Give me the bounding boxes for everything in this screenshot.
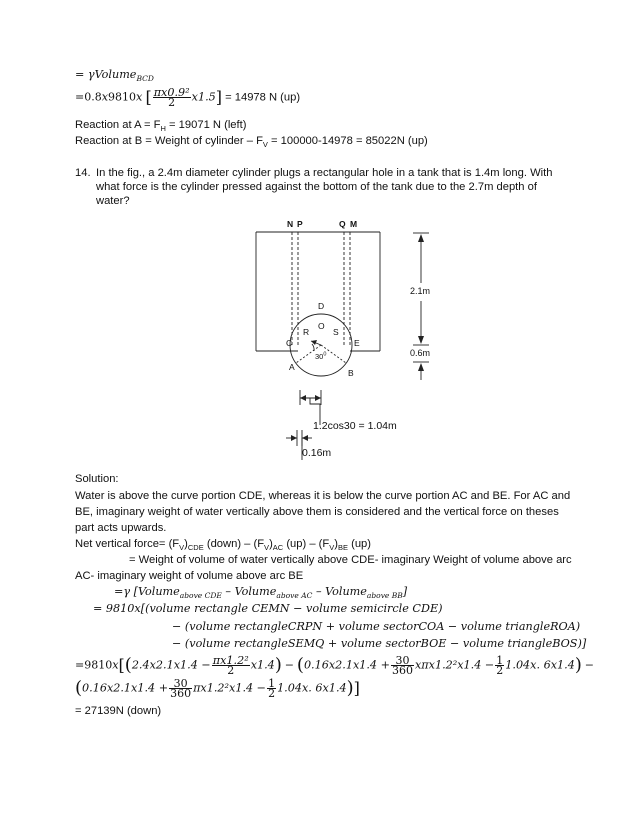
- equation-line-c: − (volume rectangleSEMQ + volume sectorBOE − volume triangleBOS)]: [172, 637, 587, 650]
- eq5-d: 0.16x2.1x1.4 +: [303, 658, 390, 672]
- net-mid2: (down) – (F: [203, 538, 265, 550]
- label-d: D: [318, 301, 325, 311]
- eq6-a: 0.16x2.1x1.4 +: [82, 681, 169, 695]
- reaction-b-sub: V: [262, 140, 268, 150]
- eq6-frac2-den: 2: [268, 687, 276, 700]
- eq6-bracket-close: ]: [353, 678, 360, 698]
- eq6-frac-num: 30: [169, 679, 192, 689]
- equation-gamma: [114, 585, 407, 599]
- reaction-a-post: = 19071 N (left): [165, 119, 247, 131]
- eq1-post: ]: [402, 585, 408, 598]
- bracket-close: ]: [215, 87, 223, 107]
- net-sub3: V: [329, 543, 335, 553]
- eq6-paren-close: ): [346, 677, 354, 699]
- eq6-paren-open: (: [75, 677, 83, 699]
- eq2-x2: x: [136, 90, 143, 104]
- arrow-top-down: [418, 336, 424, 344]
- label-p: P: [297, 219, 303, 229]
- weight-line: = Weight of volume of water vertically above CDE- imaginary Weight of volume above arc: [129, 554, 572, 566]
- eq2-result: = 14978 N (up): [225, 91, 301, 104]
- question-text: In the fig., a 2.4m diameter cylinder plugs a rectangular hole in a tank that is 1.4m long. With what force is the cylinder pressed against the bottom of the tank due to the 2.7m depth of water?: [96, 167, 553, 207]
- label-n: N: [287, 219, 294, 229]
- eq5-e: xπx1.2²x1.4 −: [414, 658, 495, 672]
- eq5-x: x: [112, 658, 119, 672]
- label-angle: [315, 352, 326, 361]
- label-s: S: [333, 327, 339, 337]
- eq5-frac3: [495, 656, 504, 675]
- eq5-frac2-den: 360: [391, 664, 413, 677]
- eq5-paren2-close: ): [574, 654, 582, 676]
- equation-numeric-1: =9810x[(2.4x2.1x1.4 − $\frac{\text{πx1.2²}}{2}$ x1.4) − (0.16x2.1x1.4 + $\frac{30}{360}$ xπx1.2²x1.4 − $\frac{1}{2}$ 1.04x. 6x1.4) −: [75, 654, 594, 677]
- eq5-bracket-open: [: [118, 655, 125, 675]
- net-mid4: (up) – (F: [283, 538, 330, 550]
- angle-degree: 0: [323, 351, 327, 358]
- eq2-x1: x: [101, 90, 109, 104]
- solution-paragraph: Water is above the curve portion CDE, whereas it is below the curve portion AC and BE. For AC and BE, imaginary weight of water vertically above them is considered and the vertical force on theses part acts upwards.: [75, 490, 571, 534]
- label-o: O: [318, 321, 325, 331]
- reaction-b-pre: Reaction at B = Weight of cylinder – F: [75, 135, 263, 147]
- eq5-paren-close: ): [274, 654, 282, 676]
- eq5-paren2-open: (: [296, 654, 304, 676]
- eq2-lead: =0.8: [75, 90, 102, 104]
- net-mid1: ): [184, 538, 188, 550]
- dim-0-6m: 0.6m: [410, 348, 431, 358]
- eq5-b: 2.4x2.1x1.4 −: [131, 658, 211, 672]
- label-r: R: [303, 327, 310, 337]
- eq6-c: 1.04x. 6x1.4: [277, 681, 347, 695]
- eq5-frac3-den: 2: [496, 664, 504, 677]
- net-sub-ac: AC: [272, 543, 284, 553]
- eq6-frac: [169, 679, 192, 698]
- eq2-num: 9810: [108, 90, 137, 104]
- frac-den: 2: [168, 96, 176, 109]
- frac-num: πx0.9²: [153, 86, 190, 99]
- eq5-frac: [212, 656, 250, 675]
- arrow-104-right: [315, 395, 321, 401]
- net-mid3: ): [269, 538, 273, 550]
- eq5-paren-open: (: [124, 654, 132, 676]
- label-a: A: [289, 362, 295, 372]
- eq1-sub1: above CDE: [179, 591, 222, 601]
- eq5-frac-den: 2: [227, 664, 235, 677]
- reaction-a-sub: H: [160, 124, 166, 134]
- eq5-frac-num: πx1.2²: [212, 654, 249, 667]
- question-number: 14.: [75, 167, 91, 179]
- eq5-c: x1.4: [250, 658, 275, 672]
- weight-line-2: AC- imaginary weight of volume above arc BE: [75, 570, 304, 582]
- dim-1-04m: 1.2cos30 = 1.04m: [313, 420, 397, 432]
- eq6-b: πx1.2²x1.4 −: [193, 681, 267, 695]
- net-pre: Net vertical force= (F: [75, 538, 180, 550]
- net-sub2: V: [264, 543, 270, 553]
- eq-sub: BCD: [136, 74, 154, 84]
- eq-prefix: = γ: [75, 68, 95, 81]
- label-e: E: [354, 338, 360, 348]
- net-vertical-force: [75, 537, 371, 551]
- bracket-open: [: [145, 87, 152, 107]
- reaction-b-post: = 100000-14978 = 85022N (up): [267, 135, 428, 147]
- net-sub1: V: [179, 543, 185, 553]
- net-sub-cde: CDE: [187, 543, 204, 553]
- eq5-frac3-num: 1: [496, 654, 504, 667]
- eq1-mid: – Volume: [221, 585, 277, 598]
- net-post: (up): [348, 538, 372, 550]
- arrow-016-left: [291, 435, 297, 441]
- eq6-frac2-num: 1: [268, 677, 276, 690]
- net-mid5: ): [334, 538, 338, 550]
- eq5-frac2: [391, 656, 414, 675]
- label-c: C: [286, 338, 293, 348]
- dim-0-16m: 0.16m: [302, 447, 332, 459]
- eq-word: Volume: [94, 68, 137, 81]
- label-m: M: [350, 219, 358, 229]
- label-q: Q: [339, 219, 346, 229]
- eq1-sub3: above BB: [366, 591, 403, 601]
- eq6-frac2: [267, 679, 276, 698]
- equation-line-a: = 9810x[(volume rectangle CEMN − volume semicircle CDE): [93, 602, 443, 615]
- angle-value: 30: [315, 352, 324, 361]
- eq5-g: −: [584, 658, 594, 672]
- eq5-frac2-num: 30: [391, 656, 414, 666]
- solution-heading: Solution:: [75, 473, 119, 485]
- arrow-top-up: [418, 234, 424, 242]
- result: = 27139N (down): [75, 705, 162, 717]
- eq5-f: 1.04x. 6x1.4: [505, 658, 575, 672]
- eq1-sub2: above AC: [276, 591, 313, 601]
- equation-line-b: − (volume rectangleCRPN + volume sectorCOA − volume triangleROA): [172, 620, 581, 633]
- eq5-a: =9810: [75, 658, 113, 672]
- eq6-frac-den: 360: [170, 687, 192, 700]
- reaction-a-pre: Reaction at A = F: [75, 119, 161, 131]
- arrow-016-right: [302, 435, 308, 441]
- arrow-104-left: [300, 395, 306, 401]
- angle-arc: [312, 344, 314, 351]
- dim-2-1m: 2.1m: [410, 286, 431, 296]
- eq2-tail: x1.5: [191, 90, 216, 104]
- label-b: B: [348, 368, 354, 378]
- net-sub-be: BE: [337, 543, 348, 553]
- eq1-mid2: – Volume: [312, 585, 367, 598]
- arrow-bottom-up: [418, 363, 424, 371]
- eq1-pre: =γ [Volume: [114, 585, 180, 598]
- equation-numeric-2: [75, 679, 360, 698]
